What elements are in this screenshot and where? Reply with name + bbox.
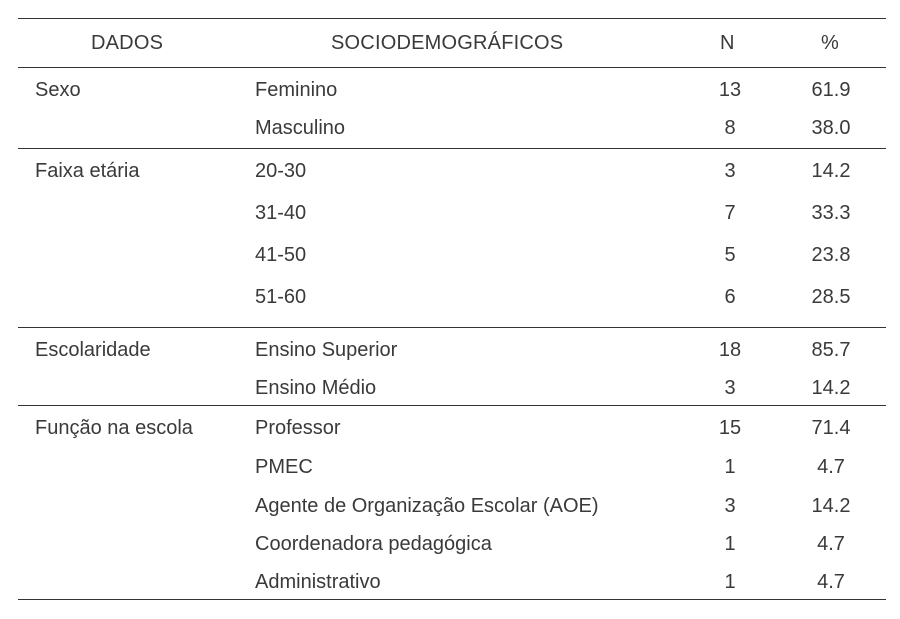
percent-value: 33.3 [811, 202, 851, 224]
header-sociodemograficos: SOCIODEMOGRÁFICOS [331, 32, 564, 54]
n-value: 15 [718, 417, 742, 439]
header-dados: DADOS [91, 32, 164, 54]
header-percent: % [821, 32, 839, 54]
item-label: Ensino Médio [255, 377, 377, 399]
percent-value: 4.7 [817, 571, 845, 593]
category-label: Escolaridade [35, 339, 151, 361]
percent-value: 71.4 [811, 417, 851, 439]
category-label: Faixa etária [35, 160, 140, 182]
item-label: 31-40 [255, 202, 307, 224]
table-row [18, 285, 886, 309]
table-row [18, 116, 886, 140]
group-escolaridade [18, 328, 886, 405]
percent-value: 4.7 [817, 456, 845, 478]
item-label: 41-50 [255, 244, 307, 266]
table-row [18, 494, 886, 518]
group-faixa-etaria [18, 149, 886, 327]
item-label: Professor [255, 417, 341, 439]
category-label: Função na escola [35, 417, 193, 439]
percent-value: 14.2 [811, 160, 851, 182]
n-value: 8 [724, 117, 736, 139]
header-n: N [720, 32, 735, 54]
table-row [18, 243, 886, 267]
table-row [18, 376, 886, 400]
table-row [18, 416, 886, 440]
percent-value: 14.2 [811, 377, 851, 399]
percent-value: 28.5 [811, 286, 851, 308]
percent-value: 61.9 [811, 79, 851, 101]
n-value: 1 [724, 571, 736, 593]
category-label: Sexo [35, 79, 81, 101]
sociodemographic-table [18, 18, 886, 600]
n-value: 5 [724, 244, 736, 266]
n-value: 3 [724, 160, 736, 182]
n-value: 1 [724, 533, 736, 555]
group-sexo [18, 68, 886, 148]
item-label: Ensino Superior [255, 339, 398, 361]
table-header [18, 19, 886, 67]
table-row [18, 455, 886, 479]
item-label: PMEC [255, 456, 313, 478]
percent-value: 85.7 [811, 339, 851, 361]
percent-value: 23.8 [811, 244, 851, 266]
n-value: 7 [724, 202, 736, 224]
table-row [18, 532, 886, 556]
table-row [18, 78, 886, 102]
item-label: 20-30 [255, 160, 307, 182]
item-label: Masculino [255, 117, 346, 139]
table-row [18, 159, 886, 183]
item-label: Agente de Organização Escolar (AOE) [255, 495, 599, 517]
n-value: 3 [724, 377, 736, 399]
percent-value: 14.2 [811, 495, 851, 517]
item-label: 51-60 [255, 286, 307, 308]
percent-value: 38.0 [811, 117, 851, 139]
n-value: 3 [724, 495, 736, 517]
table-row [18, 570, 886, 594]
n-value: 18 [718, 339, 742, 361]
n-value: 6 [724, 286, 736, 308]
table-row [18, 338, 886, 362]
item-label: Coordenadora pedagógica [255, 533, 492, 555]
n-value: 1 [724, 456, 736, 478]
item-label: Administrativo [255, 571, 381, 593]
group-funcao-na-escola [18, 406, 886, 599]
percent-value: 4.7 [817, 533, 845, 555]
bottom-rule [18, 599, 886, 600]
item-label: Feminino [255, 79, 338, 101]
table-row [18, 201, 886, 225]
n-value: 13 [718, 79, 742, 101]
